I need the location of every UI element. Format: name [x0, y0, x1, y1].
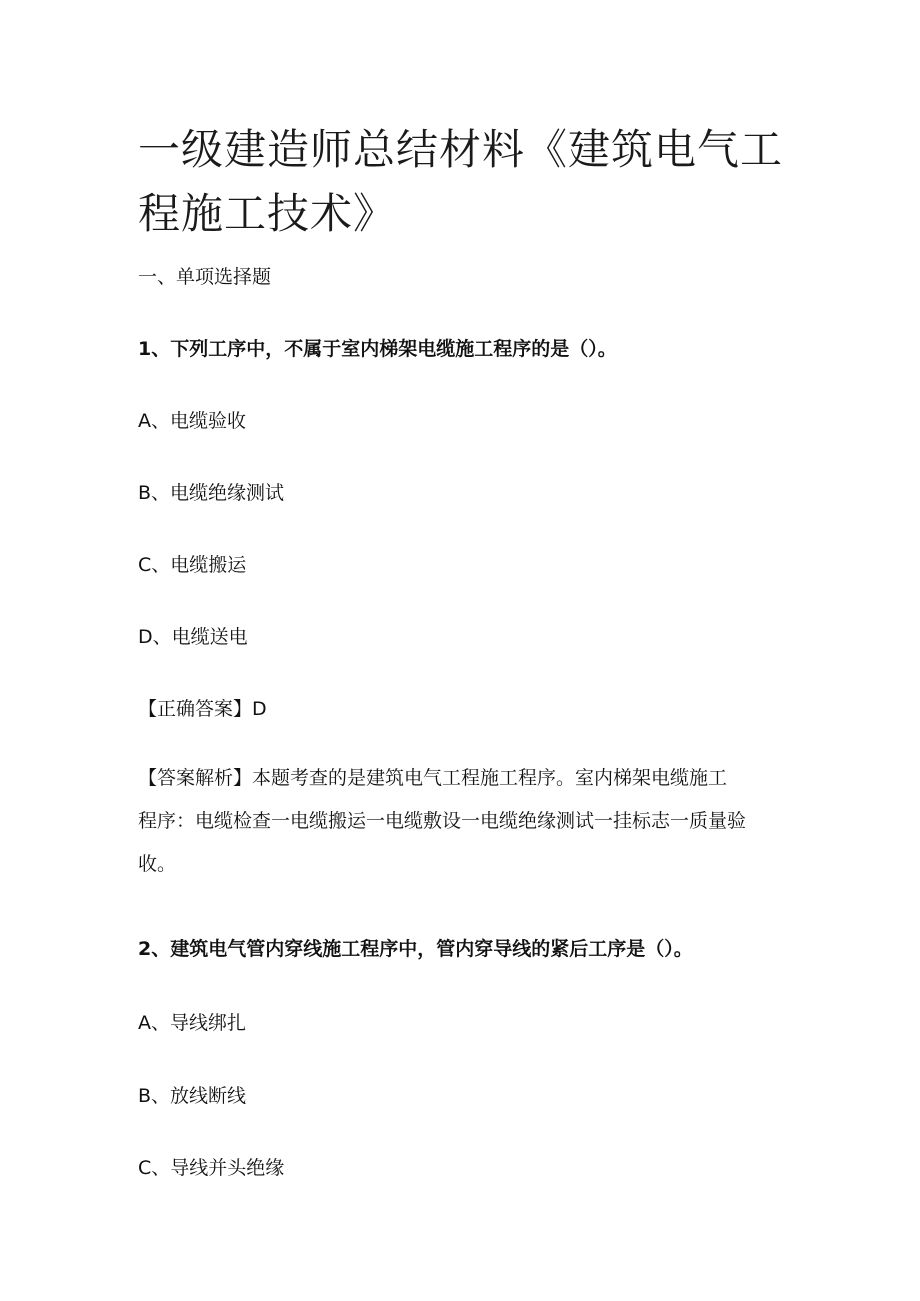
question-1-answer: 【正确答案】D [138, 698, 267, 720]
analysis-line-1: 【答案解析】本题考查的是建筑电气工程施工程序。室内梯架电缆施工 [138, 767, 728, 789]
analysis-line-3: 收。 [138, 853, 177, 875]
question-1-option-c: C、电缆搬运 [138, 554, 247, 576]
document-title-line-2: 程施工技术》 [138, 189, 397, 238]
section-heading: 一、单项选择题 [138, 266, 272, 288]
question-2-option-c: C、导线并头绝缘 [138, 1157, 285, 1179]
document-title-line-1: 一级建造师总结材料《建筑电气工 [138, 125, 784, 174]
question-1-option-b: B、电缆绝缘测试 [138, 482, 285, 504]
question-1-stem: 1、下列工序中，不属于室内梯架电缆施工程序的是（）。 [138, 338, 617, 360]
question-1-option-d: D、电缆送电 [138, 626, 248, 648]
question-2-stem: 2、建筑电气管内穿线施工程序中，管内穿导线的紧后工序是（）。 [138, 938, 693, 960]
document-title [138, 118, 798, 246]
question-1-option-a: A、电缆验收 [138, 410, 246, 432]
question-2-option-b: B、放线断线 [138, 1085, 247, 1107]
analysis-line-2: 程序：电缆检查一电缆搬运一电缆敷设一电缆绝缘测试一挂标志一质量验 [138, 810, 747, 832]
question-1-analysis [138, 757, 788, 886]
question-2-option-a: A、导线绑扎 [138, 1012, 246, 1034]
